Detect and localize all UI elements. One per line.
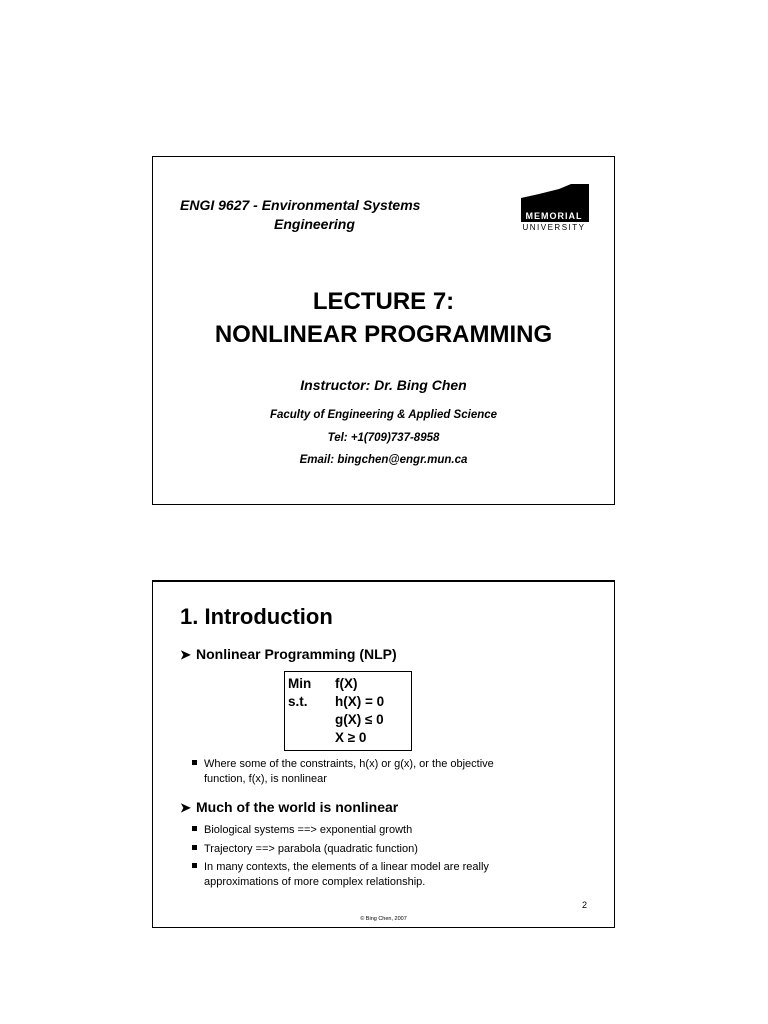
square-bullet-icon	[192, 760, 197, 765]
formulation-expr: X ≥ 0	[335, 730, 367, 745]
bullet-world-nonlinear-text: Much of the world is nonlinear	[196, 799, 399, 815]
formulation-key	[288, 711, 335, 729]
bullet-world-nonlinear	[180, 799, 398, 816]
page-number: 2	[581, 900, 587, 910]
title-slide	[152, 156, 615, 505]
sub-bullet-text-line1: In many contexts, the elements of a linear model are really	[204, 861, 489, 873]
copyright: © Bing Chen, 2007	[360, 916, 407, 922]
instructor: Instructor: Dr. Bing Chen	[300, 377, 467, 393]
sub-bullet-text: Trajectory ==> parabola (quadratic function)	[204, 843, 418, 855]
square-bullet-icon	[192, 845, 197, 850]
sub-bullet-biological	[192, 823, 562, 838]
formulation-key	[288, 729, 335, 747]
introduction-slide	[152, 580, 615, 928]
slide-heading: 1. Introduction	[180, 604, 333, 629]
logo-word-university: UNIVERSITY	[522, 223, 586, 232]
email: Email: bingchen@engr.mun.ca	[299, 454, 468, 466]
formulation-key: Min	[288, 676, 312, 691]
lecture-title: NONLINEAR PROGRAMMING	[214, 321, 553, 348]
formulation-row	[288, 675, 411, 693]
sub-bullet-linear-approx	[192, 860, 562, 890]
square-bullet-icon	[192, 826, 197, 831]
formulation-row	[288, 693, 411, 711]
arrow-bullet-icon: ➤	[180, 647, 191, 662]
sub-bullet-text: Biological systems ==> exponential growth	[204, 824, 413, 836]
telephone: Tel: +1(709)737-8958	[327, 432, 440, 444]
arrow-bullet-icon: ➤	[180, 800, 191, 815]
sub-bullet-text-line2: approximations of more complex relationship.	[204, 876, 426, 888]
memorial-university-logo	[519, 184, 589, 236]
course-title	[180, 196, 420, 234]
course-title-line1: ENGI 9627 - Environmental Systems	[180, 197, 421, 213]
formulation-row	[288, 711, 411, 729]
lecture-number: LECTURE 7:	[312, 288, 455, 315]
formulation-expr: f(X)	[335, 676, 358, 691]
nlp-formulation-box	[284, 671, 412, 751]
course-title-line2: Engineering	[274, 216, 355, 232]
logo-word-memorial: MEMORIAL	[525, 211, 583, 221]
formulation-row	[288, 729, 411, 747]
formulation-expr: h(X) = 0	[335, 694, 385, 709]
formulation-key: s.t.	[288, 694, 308, 709]
sub-bullet-nonlinear-definition	[192, 757, 562, 787]
formulation-expr: g(X) ≤ 0	[335, 712, 384, 727]
square-bullet-icon	[192, 863, 197, 868]
sub-bullet-trajectory	[192, 842, 562, 857]
faculty: Faculty of Engineering & Applied Science	[269, 409, 498, 421]
sub-bullet-text-line2: function, f(x), is nonlinear	[204, 773, 327, 785]
bullet-nlp-text: Nonlinear Programming (NLP)	[196, 646, 397, 662]
bullet-nlp	[180, 646, 397, 663]
sub-bullet-text-line1: Where some of the constraints, h(x) or g(x), or the objective	[204, 758, 494, 770]
